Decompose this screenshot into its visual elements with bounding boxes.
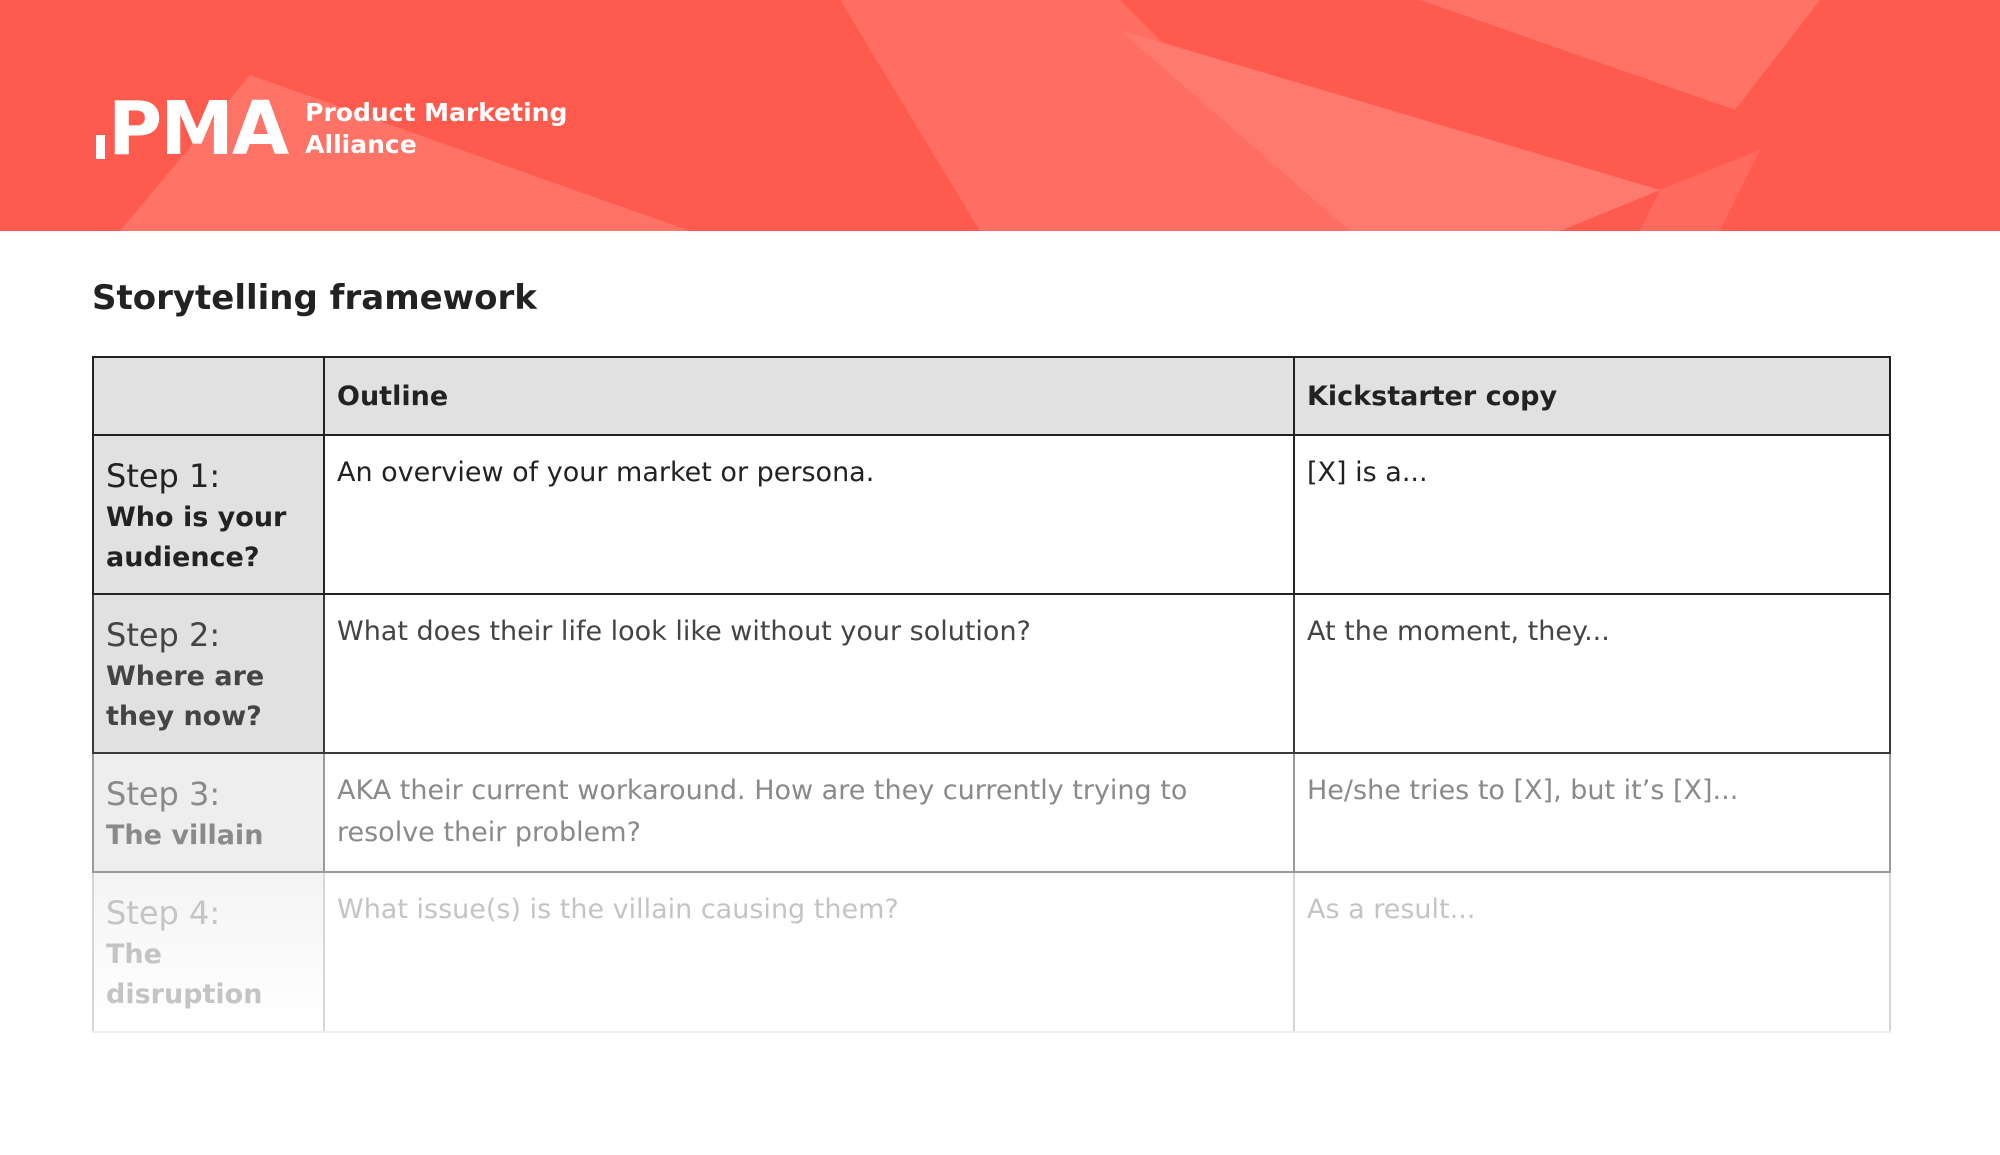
step-cell [93,435,324,594]
header-cell-outline: Outline [324,357,1294,435]
copy-cell: As a result... [1294,872,1890,1032]
step-subtitle: The disruption [106,939,263,1010]
logo-name-line1: Product Marketing [305,98,568,127]
table-row [93,753,1890,872]
step-subtitle: Who is your audience? [106,502,287,573]
step-subtitle: The villain [106,820,264,851]
step-label: Step 3: [106,775,221,813]
logo-bar-icon [96,135,105,159]
step-label: Step 4: [106,894,221,932]
bottom-fade-overlay [80,1030,1910,1070]
step-cell [93,594,324,753]
framework-table-container [92,356,1889,1033]
table-row [93,594,1890,753]
outline-cell: What does their life look like without your solution? [324,594,1294,753]
page-title: Storytelling framework [92,278,537,318]
table-row [93,435,1890,594]
outline-cell: What issue(s) is the villain causing them? [324,872,1294,1032]
outline-cell: AKA their current workaround. How are they currently trying to resolve their problem? [324,753,1294,872]
step-label: Step 2: [106,616,221,654]
step-label: Step 1: [106,457,221,495]
logo-mark [96,86,288,172]
step-cell [93,753,324,872]
step-subtitle: Where are they now? [106,661,265,732]
table-row [93,872,1890,1032]
logo-name-line2: Alliance [305,130,417,159]
header-banner [0,0,2000,231]
logo-mark-text: PMA [108,86,288,172]
outline-cell: An overview of your market or persona. [324,435,1294,594]
framework-table [92,356,1891,1033]
logo-wordmark [305,97,567,161]
copy-cell: He/she tries to [X], but it’s [X]... [1294,753,1890,872]
pma-logo[interactable] [96,86,568,172]
copy-cell: [X] is a... [1294,435,1890,594]
step-cell [93,872,324,1032]
table-header-row [93,357,1890,435]
header-cell-step [93,357,324,435]
header-cell-copy: Kickstarter copy [1294,357,1890,435]
copy-cell: At the moment, they... [1294,594,1890,753]
